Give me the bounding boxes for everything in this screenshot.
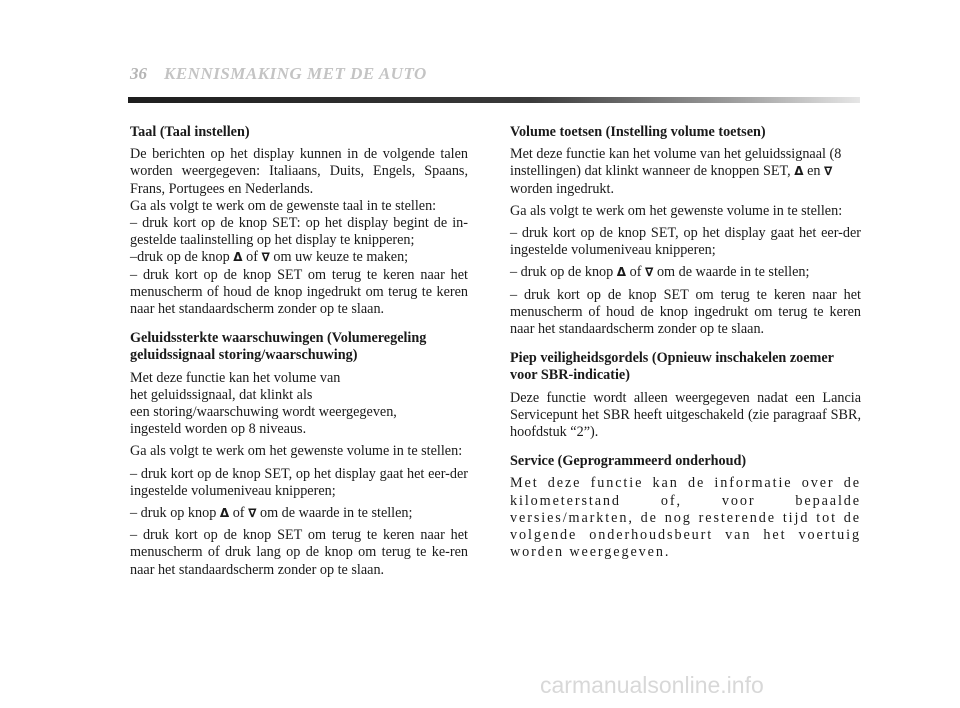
down-triangle-icon: ∇ bbox=[248, 506, 257, 521]
section-heading-service: Service (Geprogrammeerd onderhoud) bbox=[510, 453, 747, 470]
paragraph: Ga als volgt te werk om het gewenste volume in te stellen: bbox=[130, 443, 463, 460]
section-heading-taal: Taal (Taal instellen) bbox=[130, 124, 250, 140]
text-line: Met deze functie kan het volume van bbox=[130, 369, 341, 386]
section-geluidssterkte bbox=[130, 330, 468, 579]
paragraph: – druk kort op de knop SET, op het display gaat het eer-der ingestelde volumeniveau knipperen; bbox=[130, 465, 468, 499]
text: en bbox=[807, 163, 821, 180]
paragraph: – druk kort op de knop SET om terug te keren naar het menuscherm of houd de knop ingedrukt om terug te keren naar het standaardscherm zonder op te slaan. bbox=[130, 266, 468, 318]
text: om de waarde in te stellen; bbox=[656, 264, 810, 281]
down-triangle-icon: ∇ bbox=[824, 164, 833, 179]
paragraph-arrow-instruction bbox=[130, 249, 468, 266]
header-divider bbox=[128, 97, 860, 103]
left-column bbox=[130, 124, 468, 579]
text: worden ingedrukt. bbox=[510, 180, 615, 197]
section-volume-toetsen bbox=[510, 124, 861, 338]
up-triangle-icon: Δ bbox=[616, 265, 627, 280]
right-column bbox=[510, 124, 861, 561]
page-header-title: KENNISMAKING MET DE AUTO bbox=[164, 64, 427, 83]
text: of bbox=[629, 264, 642, 281]
paragraph: – druk kort op de knop SET: op het display begint de in-gestelde taalinstelling op het display te knipperen; bbox=[130, 215, 468, 249]
text-line: het geluidssignaal, dat klinkt als bbox=[130, 386, 313, 403]
text: of bbox=[246, 249, 258, 266]
paragraph: Deze functie wordt alleen weergegeven nadat een Lancia Servicepunt het SBR heeft uitgeschakeld (zie paragraaf SBR, hoofdstuk “2”). bbox=[510, 389, 861, 441]
text: om uw keuze te maken; bbox=[273, 249, 409, 266]
text: –druk op de knop bbox=[130, 249, 230, 266]
section-piep-veiligheidsgordels bbox=[510, 350, 861, 441]
paragraph: – druk kort op de knop SET, op het display gaat het eer-der ingestelde volumeniveau knipperen; bbox=[510, 225, 861, 259]
section-taal bbox=[130, 124, 468, 318]
section-service bbox=[510, 453, 861, 561]
text: om de waarde in te stellen; bbox=[260, 505, 413, 522]
up-triangle-icon: Δ bbox=[219, 506, 230, 521]
paragraph-arrow-instruction bbox=[510, 264, 861, 281]
watermark: carmanualsonline.info bbox=[540, 672, 764, 698]
paragraph-arrow-instruction bbox=[510, 146, 861, 198]
text: of bbox=[232, 505, 245, 522]
up-triangle-icon: Δ bbox=[233, 250, 243, 265]
section-heading-piep-veiligheidsgordels: Piep veiligheidsgordels (Opnieuw inschakelen zoemer voor SBR-indicatie) bbox=[510, 350, 834, 384]
paragraph-arrow-instruction bbox=[130, 505, 468, 522]
up-triangle-icon: Δ bbox=[794, 164, 804, 179]
section-heading-volume-toetsen: Volume toetsen (Instelling volume toetsen) bbox=[510, 124, 766, 140]
paragraph: – druk kort op de knop SET om terug te keren naar het menuscherm of houd de knop ingedrukt om terug te keren naar het standaardscherm zonder op te slaan. bbox=[510, 286, 861, 338]
section-heading-geluidssterkte: Geluidssterkte waarschuwingen (Volumeregeling geluidssignaal storing/waarschuwing) bbox=[130, 330, 427, 364]
down-triangle-icon: ∇ bbox=[645, 265, 654, 280]
paragraph bbox=[130, 370, 468, 439]
paragraph: De berichten op het display kunnen in de volgende talen worden weergegeven: Italiaans, Duits, Engels, Spaans, Frans, Portugees en Nederlands. bbox=[130, 146, 468, 197]
text-line: ingesteld worden op 8 niveaus. bbox=[130, 421, 307, 438]
down-triangle-icon: ∇ bbox=[261, 250, 270, 265]
text: Met deze functie kan het volume van het geluidssignaal (8 instellingen) dat klinkt wanneer de knoppen SET, bbox=[510, 146, 842, 180]
paragraph: Met deze functie kan de informatie over de kilometerstand of, voor bepaalde versies/markten, de nog resterende tijd tot de volgende onderhoudsbeurt van het voertuig worden weergegeven. bbox=[510, 475, 861, 561]
paragraph: Ga als volgt te werk om de gewenste taal in te stellen: bbox=[130, 197, 437, 214]
paragraph: Ga als volgt te werk om het gewenste volume in te stellen: bbox=[510, 202, 843, 219]
page-number: 36 bbox=[130, 64, 147, 83]
text-line: een storing/waarschuwing wordt weergegeven, bbox=[130, 404, 397, 421]
text: – druk op knop bbox=[130, 505, 217, 522]
paragraph: – druk kort op de knop SET om terug te keren naar het menuscherm of druk lang op de knop om terug te ke-ren naar het standaardscherm zonder op te slaan. bbox=[130, 527, 468, 578]
text: – druk op de knop bbox=[510, 264, 614, 281]
